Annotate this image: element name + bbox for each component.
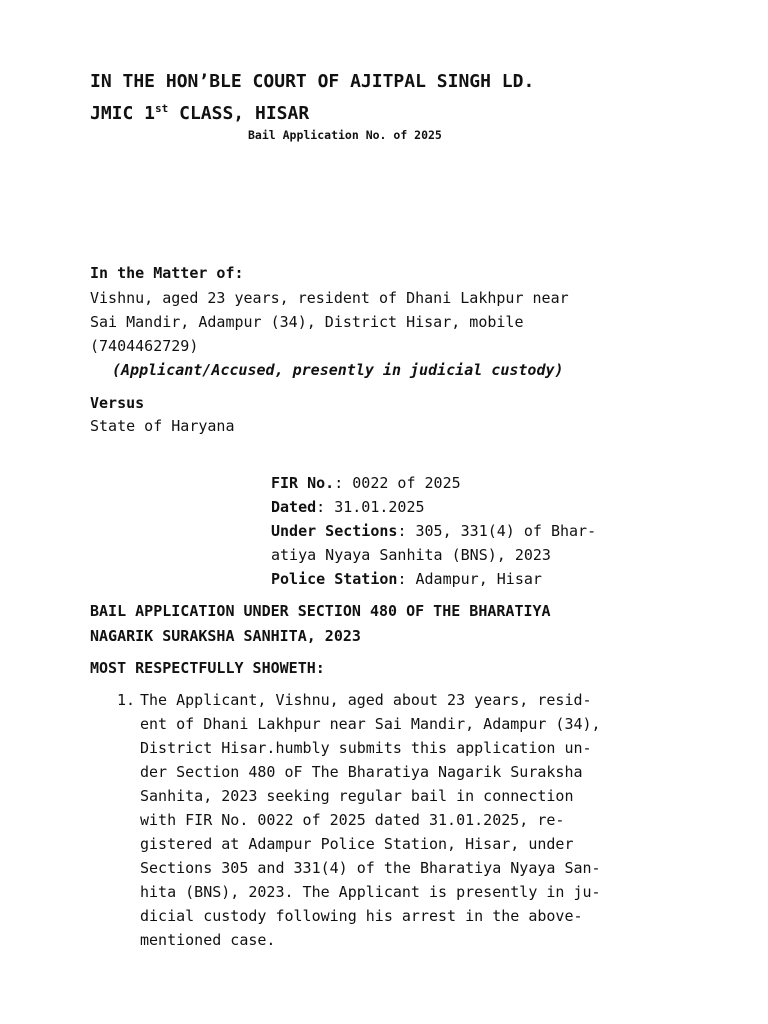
court-title-superscript: st xyxy=(155,102,169,115)
paragraph-line: with FIR No. 0022 of 2025 dated 31.01.2025, re- xyxy=(140,811,565,829)
fir-value: : 0022 of 2025 xyxy=(334,474,461,492)
showeth-heading: MOST RESPECTFULLY SHOWETH: xyxy=(90,659,325,677)
dated-value: : 31.01.2025 xyxy=(316,498,425,516)
fir-label: FIR No. xyxy=(271,474,335,492)
paragraph-number: 1. xyxy=(117,691,136,709)
fir-number-row xyxy=(271,471,461,495)
sections-label: Under Sections xyxy=(271,522,398,540)
dated-label: Dated xyxy=(271,498,317,516)
versus-label: Versus xyxy=(90,394,145,412)
application-number: Bail Application No. of 2025 xyxy=(248,128,442,142)
court-title-line2-pre: JMIC 1 xyxy=(90,103,156,124)
court-title-line2 xyxy=(90,102,309,126)
application-heading-line1: BAIL APPLICATION UNDER SECTION 480 OF THE BHARATIYA xyxy=(90,602,551,620)
sections-value-line1: : 305, 331(4) of Bhar- xyxy=(397,522,597,540)
paragraph-line: der Section 480 oF The Bharatiya Nagarik Suraksha xyxy=(140,763,583,781)
paragraph-line: dicial custody following his arrest in the above- xyxy=(140,907,583,925)
application-heading-line2: NAGARIK SURAKSHA SANHITA, 2023 xyxy=(90,627,361,645)
paragraph-line: ent of Dhani Lakhpur near Sai Mandir, Adampur (34), xyxy=(140,715,601,733)
matter-label: In the Matter of: xyxy=(90,264,244,282)
fir-sections-row xyxy=(271,519,596,543)
station-value: : Adampur, Hisar xyxy=(397,570,542,588)
applicant-role: (Applicant/Accused, presently in judicial custody) xyxy=(112,361,564,379)
sections-value-line2: atiya Nyaya Sanhita (BNS), 2023 xyxy=(271,546,551,564)
paragraph-line: Sections 305 and 331(4) of the Bharatiya Nyaya San- xyxy=(140,859,601,877)
matter-line-1: Vishnu, aged 23 years, resident of Dhani Lakhpur near xyxy=(90,289,569,307)
paragraph-line: District Hisar.humbly submits this application un- xyxy=(140,739,592,757)
paragraph-line: Sanhita, 2023 seeking regular bail in connection xyxy=(140,787,574,805)
paragraph-line: The Applicant, Vishnu, aged about 23 years, resid- xyxy=(140,691,592,709)
paragraph-line: mentioned case. xyxy=(140,931,276,949)
paragraph-1 xyxy=(140,688,601,952)
matter-line-3: (7404462729) xyxy=(90,337,199,355)
station-label: Police Station xyxy=(271,570,398,588)
court-title-line1: IN THE HON’BLE COURT OF AJITPAL SINGH LD. xyxy=(90,71,535,92)
fir-dated-row xyxy=(271,495,425,519)
paragraph-line: gistered at Adampur Police Station, Hisar, under xyxy=(140,835,574,853)
court-title-line2-post: CLASS, HISAR xyxy=(168,103,310,124)
respondent: State of Haryana xyxy=(90,417,235,435)
paragraph-line: hita (BNS), 2023. The Applicant is presently in ju- xyxy=(140,883,601,901)
matter-line-2: Sai Mandir, Adampur (34), District Hisar, mobile xyxy=(90,313,524,331)
fir-station-row xyxy=(271,567,542,591)
